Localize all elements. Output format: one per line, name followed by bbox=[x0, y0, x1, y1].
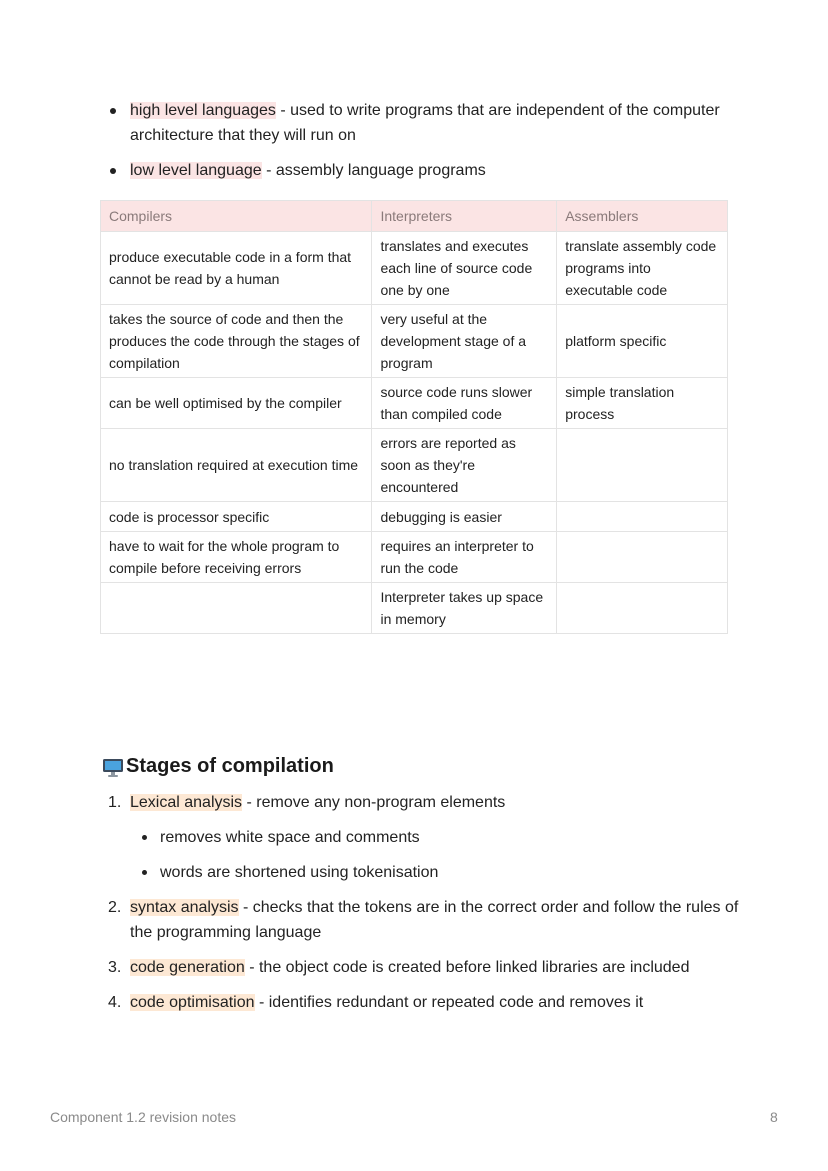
bullet-dot bbox=[110, 108, 116, 114]
page-number: 8 bbox=[770, 1109, 778, 1125]
table-cell: simple translation process bbox=[557, 378, 728, 429]
comparison-table bbox=[100, 200, 728, 634]
table-cell: translates and executes each line of source code one by one bbox=[372, 232, 557, 305]
bullet-dot bbox=[110, 168, 116, 174]
bullet-dot bbox=[142, 835, 147, 840]
item-text: - remove any non-program elements bbox=[242, 794, 506, 811]
table-cell bbox=[557, 583, 728, 634]
item-text: - assembly language programs bbox=[261, 162, 486, 179]
table-cell: source code runs slower than compiled code bbox=[372, 378, 557, 429]
intro-bullet-list bbox=[102, 98, 742, 193]
table-row bbox=[101, 378, 728, 429]
item-text: - used to write programs that are independent of the computer architecture that they will run on bbox=[130, 102, 720, 144]
table-cell: no translation required at execution time bbox=[101, 429, 372, 502]
sub-list bbox=[130, 825, 742, 885]
table-cell: produce executable code in a form that cannot be read by a human bbox=[101, 232, 372, 305]
item-text: removes white space and comments bbox=[160, 829, 420, 846]
table-cell: code is processor specific bbox=[101, 502, 372, 532]
bullet-dot bbox=[142, 870, 147, 875]
term-highlight: high level languages bbox=[130, 102, 276, 119]
footer-title: Component 1.2 revision notes bbox=[50, 1109, 236, 1125]
term-highlight: low level language bbox=[130, 162, 262, 179]
list-item bbox=[102, 158, 742, 183]
table-cell: errors are reported as soon as they're encountered bbox=[372, 429, 557, 502]
item-number: 1. bbox=[108, 794, 122, 811]
item-text: - the object code is created before linked libraries are included bbox=[244, 959, 690, 976]
item-number: 4. bbox=[108, 994, 122, 1011]
table-row bbox=[101, 583, 728, 634]
header-interpreters: Interpreters bbox=[372, 201, 557, 232]
table-cell: platform specific bbox=[557, 305, 728, 378]
list-item bbox=[102, 990, 742, 1015]
term-highlight: syntax analysis bbox=[130, 899, 239, 916]
item-text: words are shortened using tokenisation bbox=[160, 864, 439, 881]
table-cell: Interpreter takes up space in memory bbox=[372, 583, 557, 634]
table-cell: requires an interpreter to run the code bbox=[372, 532, 557, 583]
item-number: 3. bbox=[108, 959, 122, 976]
term-highlight: Lexical analysis bbox=[130, 794, 243, 811]
term-highlight: code optimisation bbox=[130, 994, 255, 1011]
list-item bbox=[130, 860, 742, 885]
table-cell bbox=[557, 429, 728, 502]
table-cell: have to wait for the whole program to compile before receiving errors bbox=[101, 532, 372, 583]
list-item bbox=[102, 98, 742, 148]
table-cell: very useful at the development stage of a program bbox=[372, 305, 557, 378]
item-text: - identifies redundant or repeated code and removes it bbox=[254, 994, 644, 1011]
list-item bbox=[102, 790, 742, 885]
stages-list bbox=[102, 790, 742, 1025]
list-item bbox=[130, 825, 742, 850]
table-row bbox=[101, 532, 728, 583]
item-text: - checks that the tokens are in the correct order and follow the rules of the programming language bbox=[130, 899, 739, 941]
computer-monitor-icon bbox=[102, 756, 124, 778]
item-number: 2. bbox=[108, 899, 122, 916]
list-item bbox=[102, 955, 742, 980]
table-row bbox=[101, 429, 728, 502]
table-row bbox=[101, 232, 728, 305]
header-compilers: Compilers bbox=[101, 201, 372, 232]
section-title-text: Stages of compilation bbox=[126, 755, 334, 777]
list-item bbox=[102, 895, 742, 945]
table-cell: can be well optimised by the compiler bbox=[101, 378, 372, 429]
header-assemblers: Assemblers bbox=[557, 201, 728, 232]
table-cell bbox=[101, 583, 372, 634]
table-cell: takes the source of code and then the produces the code through the stages of compilation bbox=[101, 305, 372, 378]
table-cell: translate assembly code programs into executable code bbox=[557, 232, 728, 305]
table-row bbox=[101, 502, 728, 532]
section-title bbox=[102, 755, 334, 778]
table-cell: debugging is easier bbox=[372, 502, 557, 532]
table-cell bbox=[557, 532, 728, 583]
table-row bbox=[101, 305, 728, 378]
term-highlight: code generation bbox=[130, 959, 245, 976]
table-cell bbox=[557, 502, 728, 532]
table-header-row bbox=[101, 201, 728, 232]
